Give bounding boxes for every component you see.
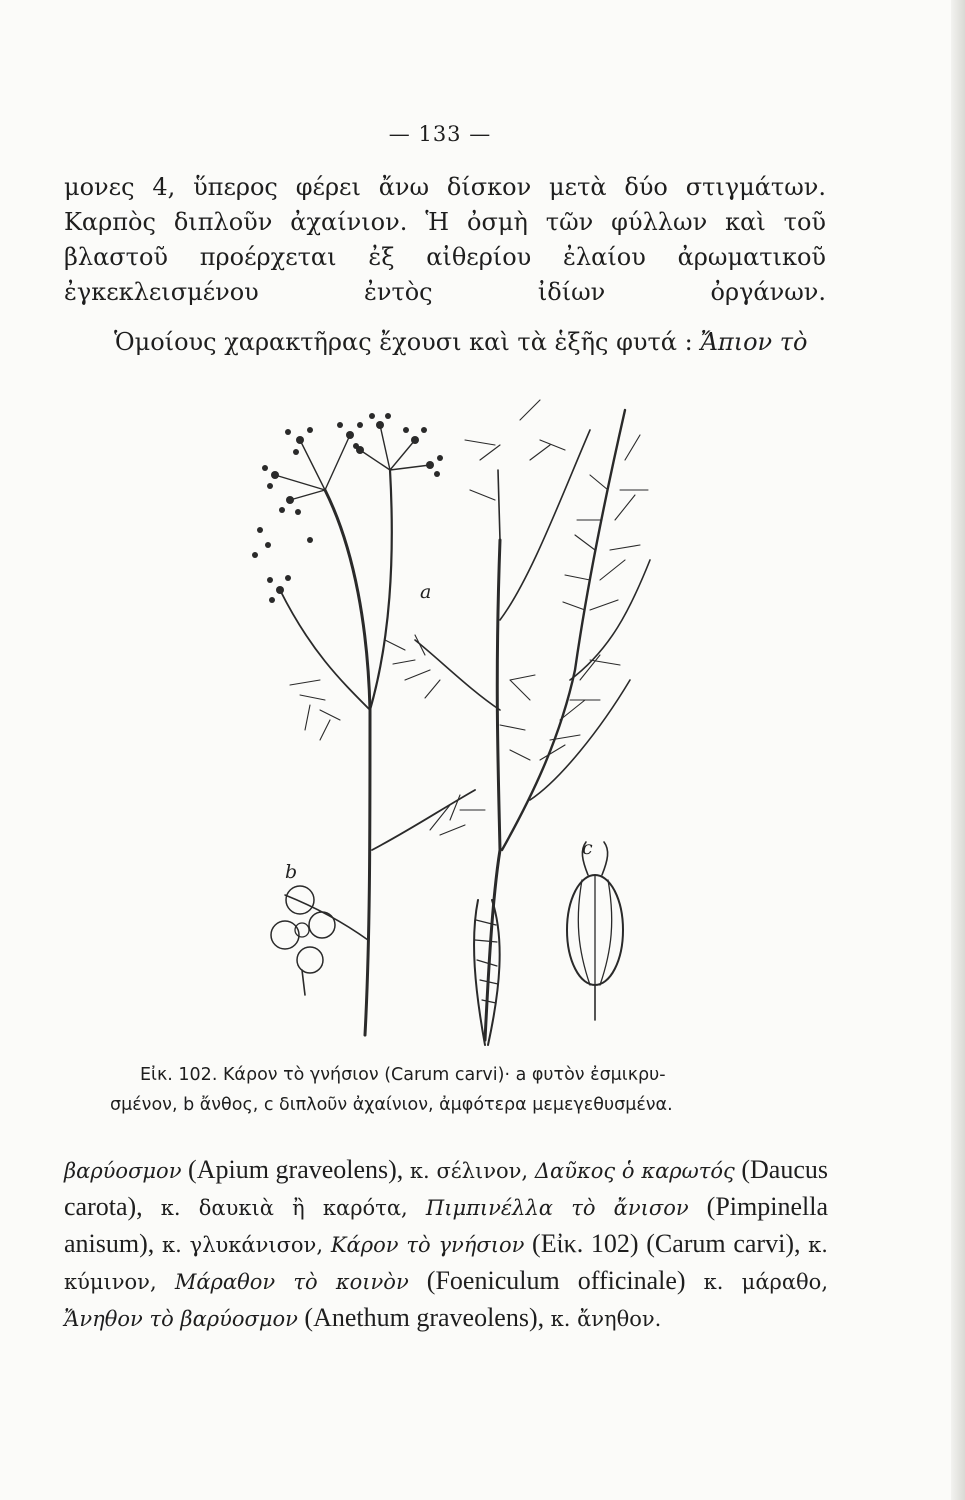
paragraph-1: μονες 4, ὕπερος φέρει ἄνω δίσκον μετὰ δύο στιγμάτων. Καρπὸς διπλοῦν ἀχαίνιον. Ἡ ὀσμὴ τῶν φύλλων καὶ τοῦ βλαστοῦ προέρχεται ἐξ αἰθερίου ἐλαίου ἀρωματικοῦ ἐγκεκλεισμένου ἐντὸς ἰδίων ὀργάνων. xyxy=(64,173,826,306)
common-name: κ. γλυκάνισον, xyxy=(161,1233,331,1257)
latin-name: (Apium graveolens), xyxy=(181,1155,410,1184)
paragraph-2-italic: Ἄπιον τὸ xyxy=(700,328,808,356)
plant-name-greek: Κάρον τὸ γνήσιον xyxy=(330,1233,525,1257)
latin-name: (Daucus carota), xyxy=(64,1155,828,1221)
latin-name: (Εἰκ. 102) (Carum carvi), xyxy=(524,1229,809,1258)
plant-name-greek: Πιμπινέλλα τὸ ἄνισον xyxy=(425,1196,689,1220)
label-b: b xyxy=(285,861,298,883)
caption-line-1: Εἰκ. 102. Κάρον τὸ γνήσιον (Carum carvi)· a φυτὸν ἐσμικρυ- xyxy=(140,1065,666,1085)
figure-caption xyxy=(110,1060,770,1120)
plant-name-greek: Ἄνηθον τὸ βαρύοσμον xyxy=(64,1307,298,1331)
common-name: κ. σέλινον, xyxy=(409,1159,535,1183)
page-edge xyxy=(951,0,965,1500)
latin-name: (Pimpinella anisum), xyxy=(64,1192,828,1258)
common-name: κ. ἄνηθον. xyxy=(550,1307,662,1331)
common-name: κ. μάραθο, xyxy=(703,1270,828,1294)
caption-line-2: σμένον, b ἄνθος, c διπλοῦν ἀχαίνιον, ἀμφότερα μεμεγεθυσμένα. xyxy=(110,1095,673,1115)
paragraph-2-text: Ὁμοίους χαρακτῆρας ἔχουσι καὶ τὰ ἑξῆς φυτά : xyxy=(114,328,701,356)
label-a: a xyxy=(420,581,432,603)
common-name: κ. κύμινον, xyxy=(64,1233,828,1294)
latin-name: (Anethum graveolens), xyxy=(297,1303,551,1332)
plant-drawing xyxy=(230,380,710,1050)
paragraph-2 xyxy=(64,325,826,360)
plant-name-greek: Δαῦκος ὁ καρωτός xyxy=(534,1159,735,1183)
common-name: κ. δαυκιὰ ἢ καρότα, xyxy=(160,1196,426,1220)
plant-name-greek: Μάραθον τὸ κοινὸν xyxy=(174,1270,409,1294)
latin-name: (Foeniculum officinale) xyxy=(408,1266,704,1295)
page-number: — 133 — xyxy=(388,122,492,146)
plant-name-greek: βαρύοσμον xyxy=(64,1159,182,1183)
carum-carvi-illustration xyxy=(230,380,710,1050)
label-c: c xyxy=(582,837,593,859)
paragraph-3 xyxy=(64,1152,828,1337)
